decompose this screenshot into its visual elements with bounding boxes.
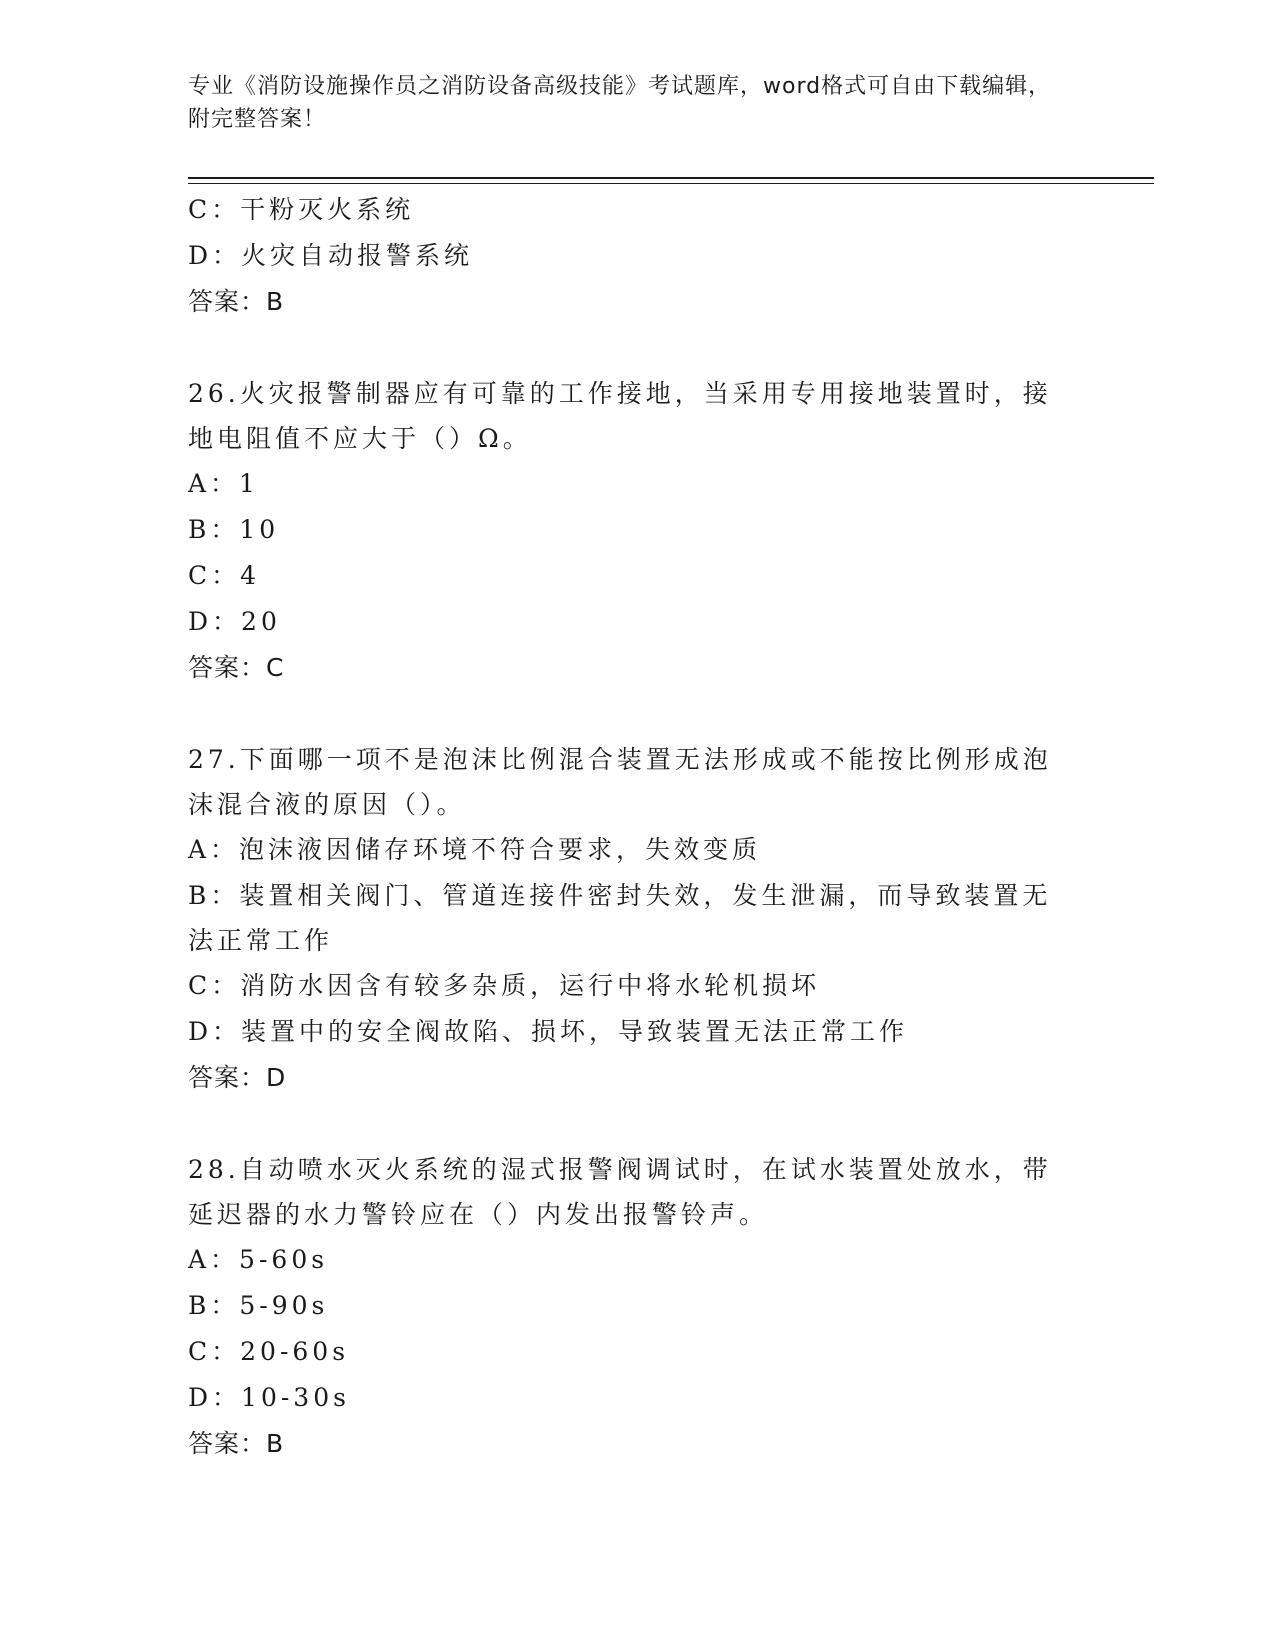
option-a: A：1 bbox=[188, 469, 259, 498]
question-26 bbox=[188, 371, 1068, 691]
header-divider-thin bbox=[188, 183, 1154, 184]
option-c: C：消防水因含有较多杂质，运行中将水轮机损坏 bbox=[188, 971, 821, 1000]
option-c: C：4 bbox=[188, 561, 261, 590]
question-stem: 27.下面哪一项不是泡沫比例混合装置无法形成或不能按比例形成泡沫混合液的原因（）。 bbox=[188, 745, 1052, 819]
answer-line: 答案：C bbox=[188, 653, 285, 682]
document-header: 专业《消防设施操作员之消防设备高级技能》考试题库，word格式可自由下载编辑，附完整答案！ bbox=[188, 74, 1052, 132]
option-d: D：装置中的安全阀故陷、损坏，导致装置无法正常工作 bbox=[188, 1017, 909, 1046]
question-27 bbox=[188, 737, 1068, 1101]
option-d: D：10-30s bbox=[188, 1383, 350, 1412]
answer-line: 答案：D bbox=[188, 1063, 287, 1092]
option-b: B：5-90s bbox=[188, 1291, 329, 1320]
option-a: A：5-60s bbox=[188, 1245, 329, 1274]
question-28 bbox=[188, 1147, 1068, 1467]
question-25-continued bbox=[188, 187, 1068, 325]
question-stem: 28.自动喷水灭火系统的湿式报警阀调试时，在试水装置处放水，带延迟器的水力警铃应在（）内发出报警铃声。 bbox=[188, 1155, 1052, 1229]
option-b: B：装置相关阀门、管道连接件密封失效，发生泄漏，而导致装置无法正常工作 bbox=[188, 881, 1052, 955]
option-c: C：20-60s bbox=[188, 1337, 350, 1366]
header-divider-thick bbox=[188, 177, 1154, 179]
option-d: D：火灾自动报警系统 bbox=[188, 241, 474, 270]
answer-line: 答案：B bbox=[188, 1429, 285, 1458]
question-list bbox=[188, 187, 1068, 1467]
option-d: D：20 bbox=[188, 607, 281, 636]
option-c: C：干粉灭火系统 bbox=[188, 195, 415, 224]
option-b: B：10 bbox=[188, 515, 280, 544]
question-stem: 26.火灾报警制器应有可靠的工作接地，当采用专用接地装置时，接地电阻值不应大于（）Ω。 bbox=[188, 379, 1052, 453]
option-a: A：泡沫液因储存环境不符合要求，失效变质 bbox=[188, 835, 762, 864]
answer-line: 答案：B bbox=[188, 287, 285, 316]
